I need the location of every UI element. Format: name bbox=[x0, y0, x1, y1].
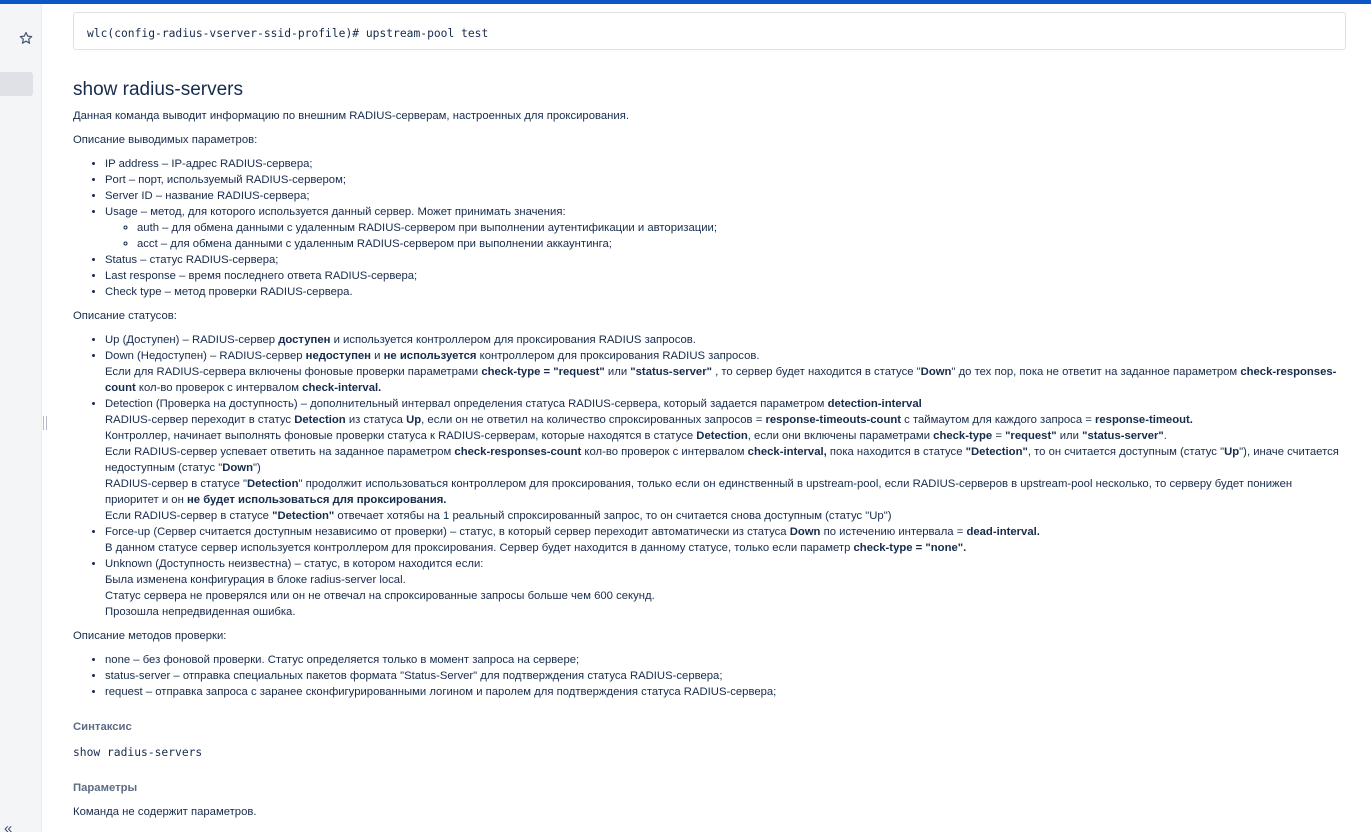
text: или bbox=[604, 366, 631, 378]
parameters-text: Команда не содержит параметров. bbox=[73, 806, 257, 818]
text-bold: Down bbox=[920, 366, 952, 378]
star-icon[interactable] bbox=[19, 31, 35, 47]
list-item bbox=[105, 204, 1346, 252]
collapse-sidebar-icon[interactable]: « bbox=[4, 820, 13, 837]
text-bold: "request" bbox=[1005, 430, 1057, 442]
code-command: wlc(config-radius-vserver-ssid-profile)# upstream-pool test bbox=[87, 27, 489, 40]
list-item: • request – отправка запроса с заранее сконфигурированными логином и паролем для подтверждения статуса RADIUS-сервера; bbox=[105, 684, 1346, 700]
text: , то он считается доступным (статус " bbox=[1027, 446, 1225, 458]
text-bold: Down bbox=[789, 526, 821, 538]
list-item: • none – без фоновой проверки. Статус определяется только в момент запроса на сервере; bbox=[105, 652, 1346, 668]
text: Down (Недоступен) – RADIUS-сервер bbox=[105, 350, 306, 362]
text: Если RADIUS-сервер в статусе bbox=[105, 510, 273, 522]
text: " до тех пор, пока не ответит на заданное параметром bbox=[951, 366, 1241, 378]
text: В данном статусе сервер используется контроллером для проксирования. Сервер будет находится в данному статусе, только если параметр bbox=[105, 542, 854, 554]
text-bold: "Detection" bbox=[272, 510, 335, 522]
list-item: ◦ acct – для обмена данными с удаленным RADIUS-сервером при выполнении аккаунтинга; bbox=[137, 236, 1346, 252]
status-down-detail bbox=[105, 364, 1346, 396]
text-bold: check-type = "request" bbox=[481, 366, 605, 378]
text: Unknown (Доступность неизвестна) – статус, в котором находится если: bbox=[105, 558, 484, 570]
unknown-reason: Статус сервера не проверялся или он не отвечал на спроксированные запросы больше чем 600 секунд. bbox=[105, 590, 655, 602]
text-bold: response-timeouts-count bbox=[765, 414, 902, 426]
text-bold: не будет использоваться для проксирования. bbox=[186, 494, 447, 506]
list-item: ◦ auth – для обмена данными с удаленным RADIUS-сервером при выполнении аутентификации и авторизации; bbox=[137, 220, 1346, 236]
detection-line bbox=[105, 476, 1346, 508]
text: , то сервер будет находится в статусе " bbox=[711, 366, 921, 378]
code-block bbox=[73, 12, 1346, 50]
text: , если они включены параметрами bbox=[747, 430, 934, 442]
text-bold: check-responses-count bbox=[454, 446, 582, 458]
text: = bbox=[992, 430, 1006, 442]
params-list bbox=[73, 156, 1346, 300]
syntax-heading: Синтаксис bbox=[73, 721, 132, 733]
list-item: • status-server – отправка специальных пакетов формата "Status-Server" для подтверждения статуса RADIUS-сервера; bbox=[105, 668, 1346, 684]
list-item-text: Usage – метод, для которого используется данный сервер. Может принимать значения: bbox=[105, 206, 566, 218]
text: Detection (Проверка на доступность) – дополнительный интервал определения статуса RADIUS-сервера, который задается параметром bbox=[105, 398, 828, 410]
text-bold: dead-interval. bbox=[966, 526, 1040, 538]
text: ") bbox=[253, 462, 261, 474]
text-bold: доступен bbox=[278, 334, 331, 346]
statuses-heading: Описание статусов: bbox=[73, 310, 177, 322]
text: с таймаутом для каждого запроса = bbox=[901, 414, 1095, 426]
main-content bbox=[73, 12, 1346, 820]
intro-text: Данная команда выводит информацию по внешним RADIUS-серверам, настроенных для проксирования. bbox=[73, 110, 629, 122]
status-detection-item bbox=[105, 396, 1346, 524]
text: Если RADIUS-сервер успевает ответить на заданное параметром bbox=[105, 446, 455, 458]
text-bold: check-interval, bbox=[747, 446, 827, 458]
list-item: • Last response – время последнего ответа RADIUS-сервера; bbox=[105, 268, 1346, 284]
text: и bbox=[371, 350, 384, 362]
text: контроллером для проксирования RADIUS запросов. bbox=[476, 350, 760, 362]
list-item: • Port – порт, используемый RADIUS-сервером; bbox=[105, 172, 1346, 188]
unknown-reason: Была изменена конфигурация в блоке radius-server local. bbox=[105, 574, 406, 586]
text-bold: Detection bbox=[247, 478, 299, 490]
statuses-list bbox=[73, 332, 1346, 620]
left-sidebar bbox=[0, 4, 42, 837]
syntax-code: show radius-servers bbox=[73, 746, 203, 759]
text: Force-up (Сервер считается доступным независимо от проверки) – статус, в который сервер переходит автоматически из статуса bbox=[105, 526, 790, 538]
text: RADIUS-сервер переходит в статус bbox=[105, 414, 295, 426]
unknown-reason: Прозошла непредвиденная ошибка. bbox=[105, 606, 296, 618]
detection-line bbox=[105, 444, 1346, 476]
forceup-detail bbox=[105, 540, 1346, 556]
text-bold: check-responses-count bbox=[105, 366, 1337, 394]
text: и используется контроллером для проксирования RADIUS запросов. bbox=[330, 334, 696, 346]
text-bold: Up bbox=[1224, 446, 1240, 458]
parameters-heading: Параметры bbox=[73, 782, 138, 794]
text-bold: "Detection" bbox=[965, 446, 1028, 458]
list-item: • Check type – метод проверки RADIUS-сервера. bbox=[105, 284, 1346, 300]
text: пока находится в статусе bbox=[826, 446, 966, 458]
text-bold: Down bbox=[222, 462, 253, 474]
detection-line bbox=[105, 412, 1346, 428]
page-title: show radius-servers bbox=[73, 79, 243, 100]
text-bold: detection-interval bbox=[827, 398, 922, 410]
text: кол-во проверок с интервалом bbox=[581, 446, 748, 458]
status-forceup-item bbox=[105, 524, 1346, 556]
text-bold: "status-server" bbox=[1082, 430, 1164, 442]
text: Контроллер, начинает выполнять фоновые проверки статуса к RADIUS-серверам, которые находятся в статусе bbox=[105, 430, 697, 442]
text-bold: недоступен bbox=[305, 350, 371, 362]
text-bold: response-timeout. bbox=[1094, 414, 1193, 426]
text-bold: "status-server" bbox=[630, 366, 712, 378]
methods-heading: Описание методов проверки: bbox=[73, 630, 227, 642]
text-bold: check-type bbox=[933, 430, 993, 442]
text: из статуса bbox=[345, 414, 407, 426]
text-bold: check-interval. bbox=[302, 382, 382, 394]
status-up-item bbox=[105, 332, 1346, 348]
methods-list bbox=[73, 652, 1346, 700]
detection-line bbox=[105, 508, 1346, 524]
text: по истечению интервала = bbox=[820, 526, 967, 538]
text: " продолжит использоваться контроллером для проксирования, только если он единственный в upstream-pool, если RADIUS-серверов в upstream-pool несколько, то серверу будет понижен приоритет и он bbox=[105, 478, 1293, 506]
text: Up (Доступен) – RADIUS-сервер bbox=[105, 334, 279, 346]
status-down-item bbox=[105, 348, 1346, 396]
text: или bbox=[1056, 430, 1083, 442]
status-unknown-item bbox=[105, 556, 1346, 620]
text: "), иначе считается недоступным (статус " bbox=[105, 446, 1339, 474]
list-item: • IP address – IP-адрес RADIUS-сервера; bbox=[105, 156, 1346, 172]
text: отвечает хотябы на 1 реальный спроксированный запрос, то он считается снова доступным (статус "Up") bbox=[334, 510, 892, 522]
text-bold: Detection bbox=[294, 414, 346, 426]
text: Если для RADIUS-сервера включены фоновые проверки параметрами bbox=[105, 366, 482, 378]
list-item: • Status – статус RADIUS-сервера; bbox=[105, 252, 1346, 268]
usage-values-list bbox=[105, 220, 1346, 252]
text-bold: Detection bbox=[696, 430, 748, 442]
text: , если он не ответил на количество спроксированных запросов = bbox=[421, 414, 766, 426]
top-accent-bar bbox=[0, 0, 1371, 4]
text: кол-во проверок с интервалом bbox=[135, 382, 303, 394]
list-item: • Server ID – название RADIUS-сервера; bbox=[105, 188, 1346, 204]
sidebar-selected-item[interactable] bbox=[0, 72, 33, 96]
detection-line bbox=[105, 428, 1346, 444]
sidebar-resize-handle[interactable] bbox=[43, 416, 47, 430]
params-heading: Описание выводимых параметров: bbox=[73, 134, 258, 146]
text-bold: не используется bbox=[383, 350, 477, 362]
text: RADIUS-сервер в статусе " bbox=[105, 478, 248, 490]
text-bold: check-type = "none". bbox=[853, 542, 967, 554]
text-bold: Up bbox=[406, 414, 422, 426]
text: . bbox=[1163, 430, 1167, 442]
